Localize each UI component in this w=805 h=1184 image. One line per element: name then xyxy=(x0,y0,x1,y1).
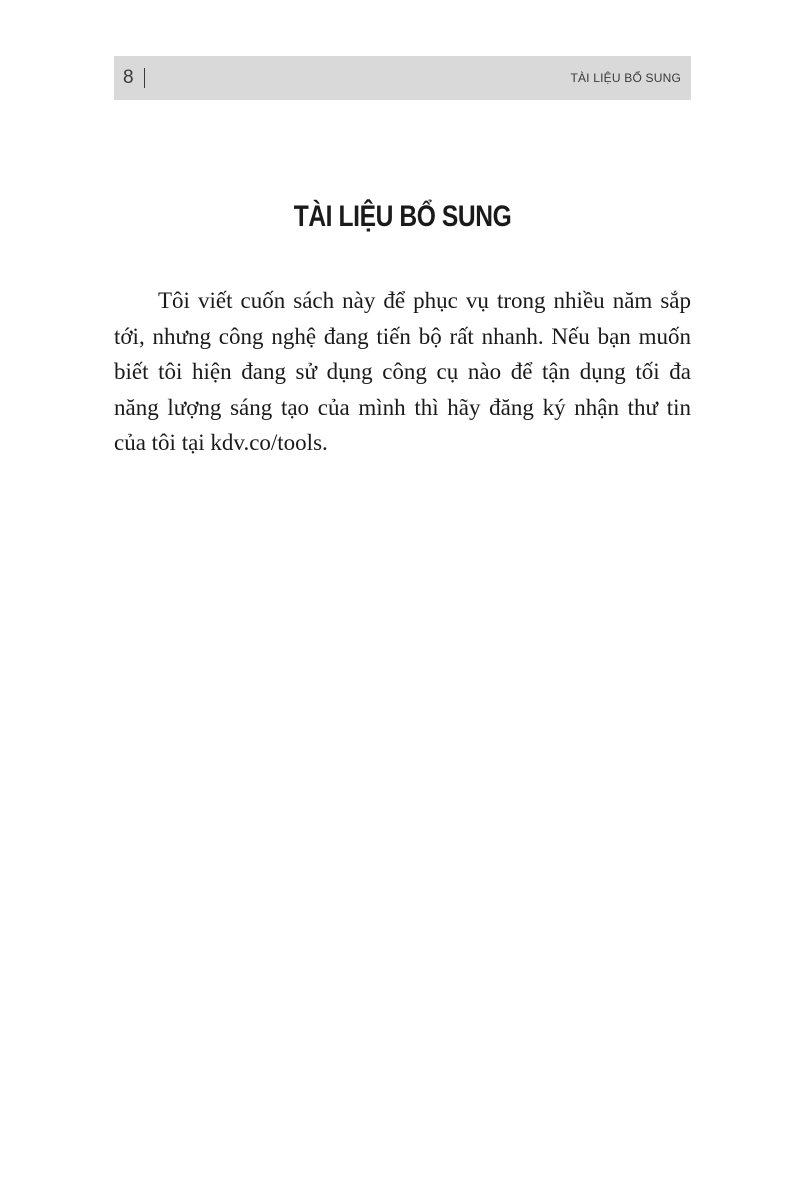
running-title: TÀI LIỆU BỔ SUNG xyxy=(570,71,681,85)
body-paragraph: Tôi viết cuốn sách này để phục vụ trong nhiều năm sắp tới, nhưng công nghệ đang tiến bộ rất nhanh. Nếu bạn muốn biết tôi hiện đang sử dụng công cụ nào để tận dụng tối đa năng lượng sáng tạo của mình thì hãy đăng ký nhận thư tin của tôi tại kdv.co/tools. xyxy=(114,288,691,456)
header-divider xyxy=(144,68,145,88)
chapter-title: TÀI LIỆU BỔ SUNG xyxy=(293,200,512,233)
page-header xyxy=(114,56,691,100)
page-number: 8 xyxy=(123,67,134,88)
